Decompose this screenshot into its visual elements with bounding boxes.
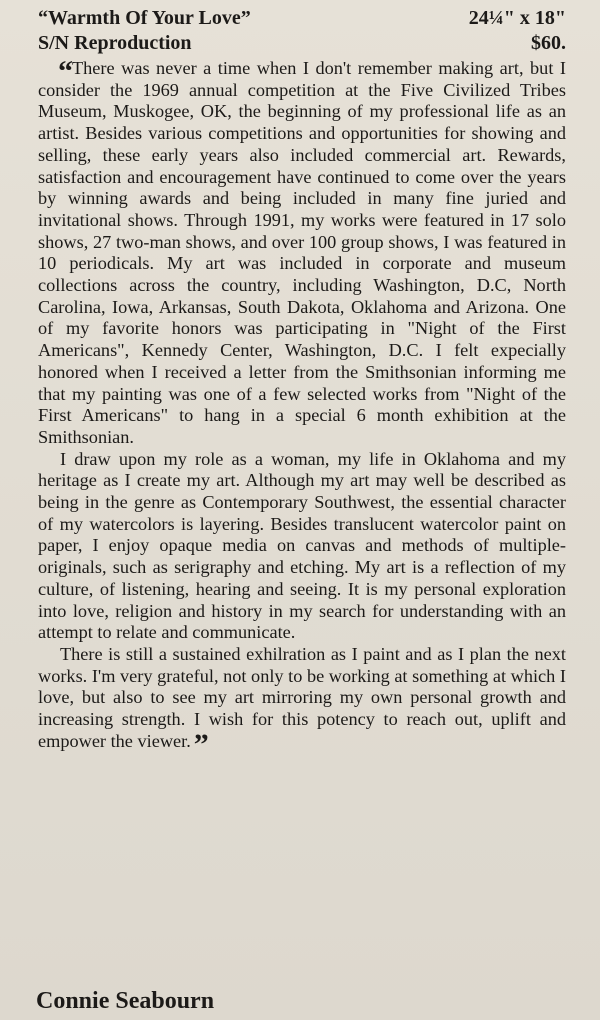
paragraph-1-text: There was never a time when I don't remember making art, but I consider the 1969 annual competition at the Five Civilized Tribes Museum, Muskogee, OK, the beginning of my professional life as an artist. Besides various competitions and opportunities for showing and selling, these early years also included commercial art. Rewards, satisfaction and encouragement have continued to come over the years by winning awards and being included in many fine juried and invitational shows. Through 1991, my works were featured in 17 solo shows, 27 two-man shows, and over 100 group shows, I was featured in 10 periodicals. My art was included in corporate and museum collections across the country, including Washington, D.C, North Carolina, Iowa, Arkansas, South Dakota, Oklahoma and Arizona. One of my favorite honors was participating in "Night of the First Americans", Kennedy Center, Washington, D.C. I felt expecially honored when I received a letter from the Smithsonian informing me that my painting was one of a few selected works from "Night of the First Americans" to hang in a special 6 month exhibition at the Smithsonian. xyxy=(38,58,566,447)
title-row xyxy=(38,6,566,31)
close-quote-mark: ” xyxy=(193,727,207,761)
artwork-title: “Warmth Of Your Love” xyxy=(38,7,251,29)
paragraph-2-text: I draw upon my role as a woman, my life in Oklahoma and my heritage as I create my art. Although my art may well be described as being in the genre as Contemporary Southwest, the essential character of my watercolors is layering. Besides translucent watercolor paint on paper, I enjoy opaque media on canvas and methods of multiple-originals, such as serigraphy and etching. My art is a reflection of my culture, of listening, hearing and seeing. It is my personal exploration into love, religion and history in my search for understanding with an attempt to relate and communicate. xyxy=(38,448,566,643)
statement-paragraph-3 xyxy=(38,643,566,761)
artist-name: Connie Seabourn xyxy=(36,988,215,1014)
statement-paragraph-1 xyxy=(38,55,566,449)
open-quote-mark: “ xyxy=(58,55,71,88)
price-label: $60. xyxy=(531,32,566,54)
edition-label: S/N Reproduction xyxy=(38,32,192,54)
statement-paragraph-2 xyxy=(38,449,566,644)
edition-row xyxy=(38,31,566,56)
paragraph-3-text: There is still a sustained exhilration as I paint and as I plan the next works. I'm very grateful, not only to be working at something at which I love, but also to see my art mirroring my own personal growth and increasing strength. I wish for this potency to reach out, uplift and empower the viewer. xyxy=(38,643,566,751)
artwork-dimensions: 24¼" x 18" xyxy=(468,7,566,29)
artist-statement xyxy=(38,55,566,761)
